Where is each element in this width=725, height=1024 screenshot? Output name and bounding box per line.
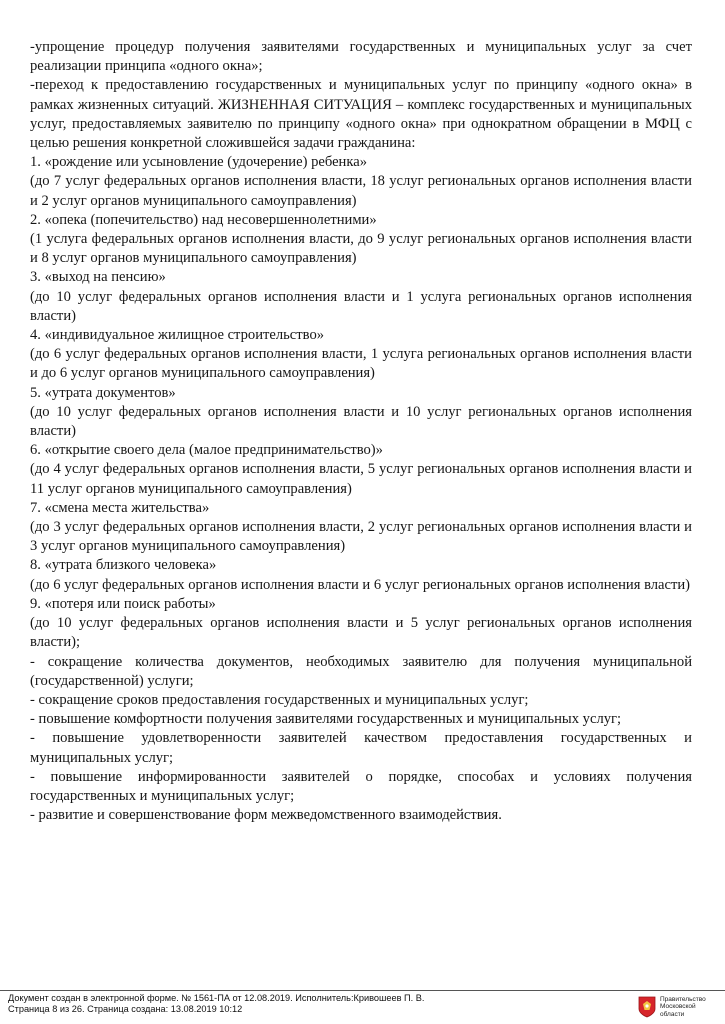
list-item-detail: (до 4 услуг федеральных органов исполнения власти, 5 услуг региональных органов исполнения власти и 11 услуг органов муниципального самоуправления) bbox=[30, 461, 692, 497]
footer-divider bbox=[0, 990, 725, 991]
footer-page-info: Страница 8 из 26. Страница создана: 13.08.2019 10:12 bbox=[8, 1004, 243, 1014]
bullet-item: - повышение удовлетворенности заявителей качеством предоставления государственных и муниципальных услуг; bbox=[30, 730, 692, 766]
bullet-item: - сокращение количества документов, необходимых заявителю для получения муниципальной (государственной) услуги; bbox=[30, 653, 692, 689]
list-item-detail: (до 10 услуг федеральных органов исполнения власти и 5 услуг региональных органов исполнения власти); bbox=[30, 615, 692, 651]
list-item-title: 9. «потеря или поиск работы» bbox=[30, 595, 216, 612]
list-item-title: 8. «утрата близкого человека» bbox=[30, 557, 217, 574]
government-logo bbox=[638, 995, 720, 1019]
bullet-item: - повышение комфортности получения заявителями государственных и муниципальных услуг; bbox=[30, 711, 622, 728]
list-item-detail: (до 7 услуг федеральных органов исполнения власти, 18 услуг региональных органов исполнения власти и 2 услуг органов муниципального самоуправления) bbox=[30, 173, 692, 209]
list-item-title: 1. «рождение или усыновление (удочерение) ребенка» bbox=[30, 154, 368, 171]
list-item-title: 2. «опека (попечительство) над несовершеннолетними» bbox=[30, 211, 377, 228]
footer-document-info: Документ создан в электронной форме. № 1561-ПА от 12.08.2019. Исполнитель:Кривошеев П. В. bbox=[8, 993, 425, 1003]
paragraph: -упрощение процедур получения заявителями государственных и муниципальных услуг за счет реализации принципа «одного окна»; bbox=[30, 39, 692, 75]
list-item-detail: (1 услуга федеральных органов исполнения власти, до 9 услуг региональных органов исполнения власти и 8 услуг органов муниципального самоуправления) bbox=[30, 231, 692, 267]
page-footer bbox=[8, 993, 424, 1015]
logo-text-line1: Правительство bbox=[660, 995, 706, 1003]
bullet-item: - сокращение сроков предоставления государственных и муниципальных услуг; bbox=[30, 691, 529, 708]
logo-text-line2: Московской области bbox=[660, 1003, 696, 1018]
list-item-title: 5. «утрата документов» bbox=[30, 384, 176, 401]
list-item-title: 6. «открытие своего дела (малое предпринимательство)» bbox=[30, 442, 383, 459]
list-item-detail: (до 6 услуг федеральных органов исполнения власти и 6 услуг региональных органов исполнения власти) bbox=[30, 576, 691, 593]
list-item-title: 7. «смена места жительства» bbox=[30, 499, 210, 516]
list-item-title: 3. «выход на пенсию» bbox=[30, 269, 166, 286]
document-body bbox=[30, 38, 692, 825]
bullet-item: - повышение информированности заявителей о порядке, способах и условиях получения государственных и муниципальных услуг; bbox=[30, 768, 692, 804]
bullet-item: - развитие и совершенствование форм межведомственного взаимодействия. bbox=[30, 807, 502, 824]
list-item-detail: (до 10 услуг федеральных органов исполнения власти и 1 услуга региональных органов исполнения власти) bbox=[30, 288, 692, 324]
paragraph: -переход к предоставлению государственных и муниципальных услуг по принципу «одного окна» в рамках жизненных ситуаций. ЖИЗНЕННАЯ СИТУАЦИЯ – комплекс государственных и муниципальных услуг, предоставляемых заявителю по принципу «одного окна» при однократном обращении в МФЦ с целью решения конкретной сложившейся задачи гражданина: bbox=[30, 77, 692, 152]
list-item-detail: (до 6 услуг федеральных органов исполнения власти, 1 услуга региональных органов исполнения власти и до 6 услуг органов муниципального самоуправления) bbox=[30, 346, 692, 382]
coat-of-arms-icon bbox=[638, 996, 656, 1018]
list-item-detail: (до 3 услуг федеральных органов исполнения власти, 2 услуг региональных органов исполнения власти и 3 услуг органов муниципального самоуправления) bbox=[30, 519, 692, 555]
list-item-detail: (до 10 услуг федеральных органов исполнения власти и 10 услуг региональных органов исполнения власти) bbox=[30, 403, 692, 440]
list-item-title: 4. «индивидуальное жилищное строительство» bbox=[30, 327, 325, 344]
